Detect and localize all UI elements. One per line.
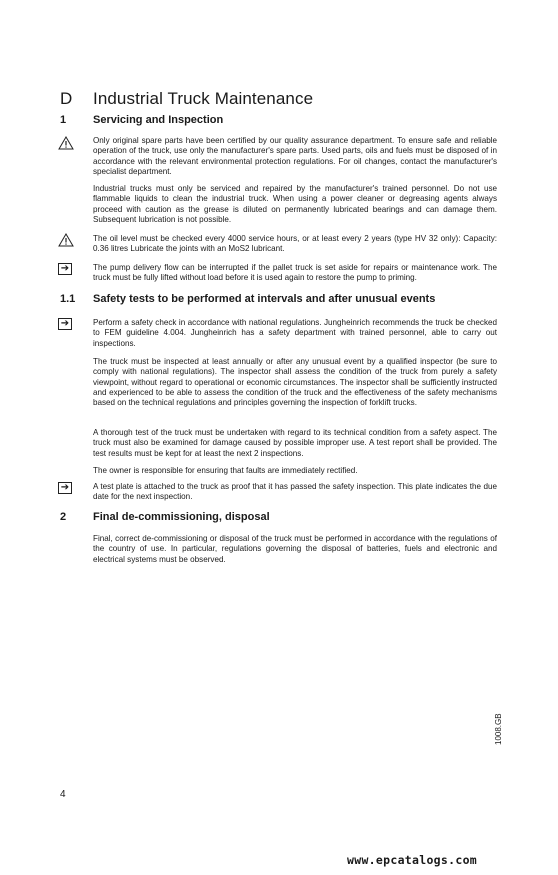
warning-triangle-icon	[58, 233, 74, 247]
paragraph: A thorough test of the truck must be undertaken with regard to its technical condition from a safety aspect. The truck must also be examined for damage caused by possible improper use. A test report shall be provided. The test results must be kept for at least the next 2 inspections.	[93, 428, 497, 458]
paragraph: The truck must be inspected at least annually or after any unusual event by a qualified inspector (be sure to comply with national regulations). The inspector shall assess the condition of the truck from purely a safety viewpoint, without regard to operational or economic circumstances. The inspector shall be sufficiently instructed and experienced to be able to assess the condition of the truck and the effectiveness of the safety mechanisms based on the technical regulations and principles governing the inspection of forklift trucks.	[93, 357, 497, 408]
paragraph: Perform a safety check in accordance with national regulations. Jungheinrich recommends the truck be checked to FEM guideline 4.004. Jungheinrich has a safety department with trained personnel, able to carry out inspections.	[93, 318, 497, 348]
section-number: 1.1	[60, 293, 76, 305]
page-number: 4	[60, 789, 66, 800]
section-title: Final de-commissioning, disposal	[93, 511, 270, 523]
paragraph: Final, correct de-commissioning or disposal of the truck must be performed in accordance with the regulations of the country of use. In particular, regulations governing the disposal of batteries, fuels and electronic and electrical systems must be observed.	[93, 534, 497, 564]
paragraph: The owner is responsible for ensuring that faults are immediately rectified.	[93, 466, 358, 475]
arrow-right-icon: ➔	[58, 263, 72, 275]
paragraph: The pump delivery flow can be interrupted if the pallet truck is set aside for repairs or maintenance work. The truck must be fully lifted without load before it is used again to restore the pump to priming.	[93, 263, 497, 283]
section-number: 2	[60, 511, 67, 523]
section-title: Safety tests to be performed at intervals and after unusual events	[93, 293, 436, 305]
paragraph: The oil level must be checked every 4000 service hours, or at least every 2 years (type HV 32 only): Capacity: 0.36 litres Lubricate the joints with an MoS2 lubricant.	[93, 234, 497, 254]
paragraph: Only original spare parts have been certified by our quality assurance department. To ensure safe and reliable operation of the truck, use only the manufacturer's spare parts. Used parts, oils and fuels must be disposed of in accordance with the relevant environmental protection regulations. For oil changes, contact the manufacturer's specialist department.	[93, 136, 497, 176]
website-watermark[interactable]: www.epcatalogs.com	[347, 853, 478, 867]
paragraph: A test plate is attached to the truck as proof that it has passed the safety inspection. This plate indicates the due date for the next inspection.	[93, 482, 497, 502]
arrow-right-icon: ➔	[58, 318, 72, 330]
arrow-right-icon: ➔	[58, 482, 72, 494]
warning-triangle-icon	[58, 136, 74, 150]
chapter-title: Industrial Truck Maintenance	[93, 89, 314, 108]
section-title: Servicing and Inspection	[93, 114, 224, 126]
paragraph: Industrial trucks must only be serviced and repaired by the manufacturer's trained personnel. Do not use flammable liquids to clean the industrial truck. When using a power cleaner or degreasing agents always proceed with caution as the grease is diluted on permanently lubricated bearings and can damage them. Subsequent lubrication is not possible.	[93, 184, 497, 224]
section-number: 1	[60, 114, 67, 126]
chapter-letter: D	[60, 89, 73, 108]
document-code: 1008.GB	[494, 713, 503, 745]
